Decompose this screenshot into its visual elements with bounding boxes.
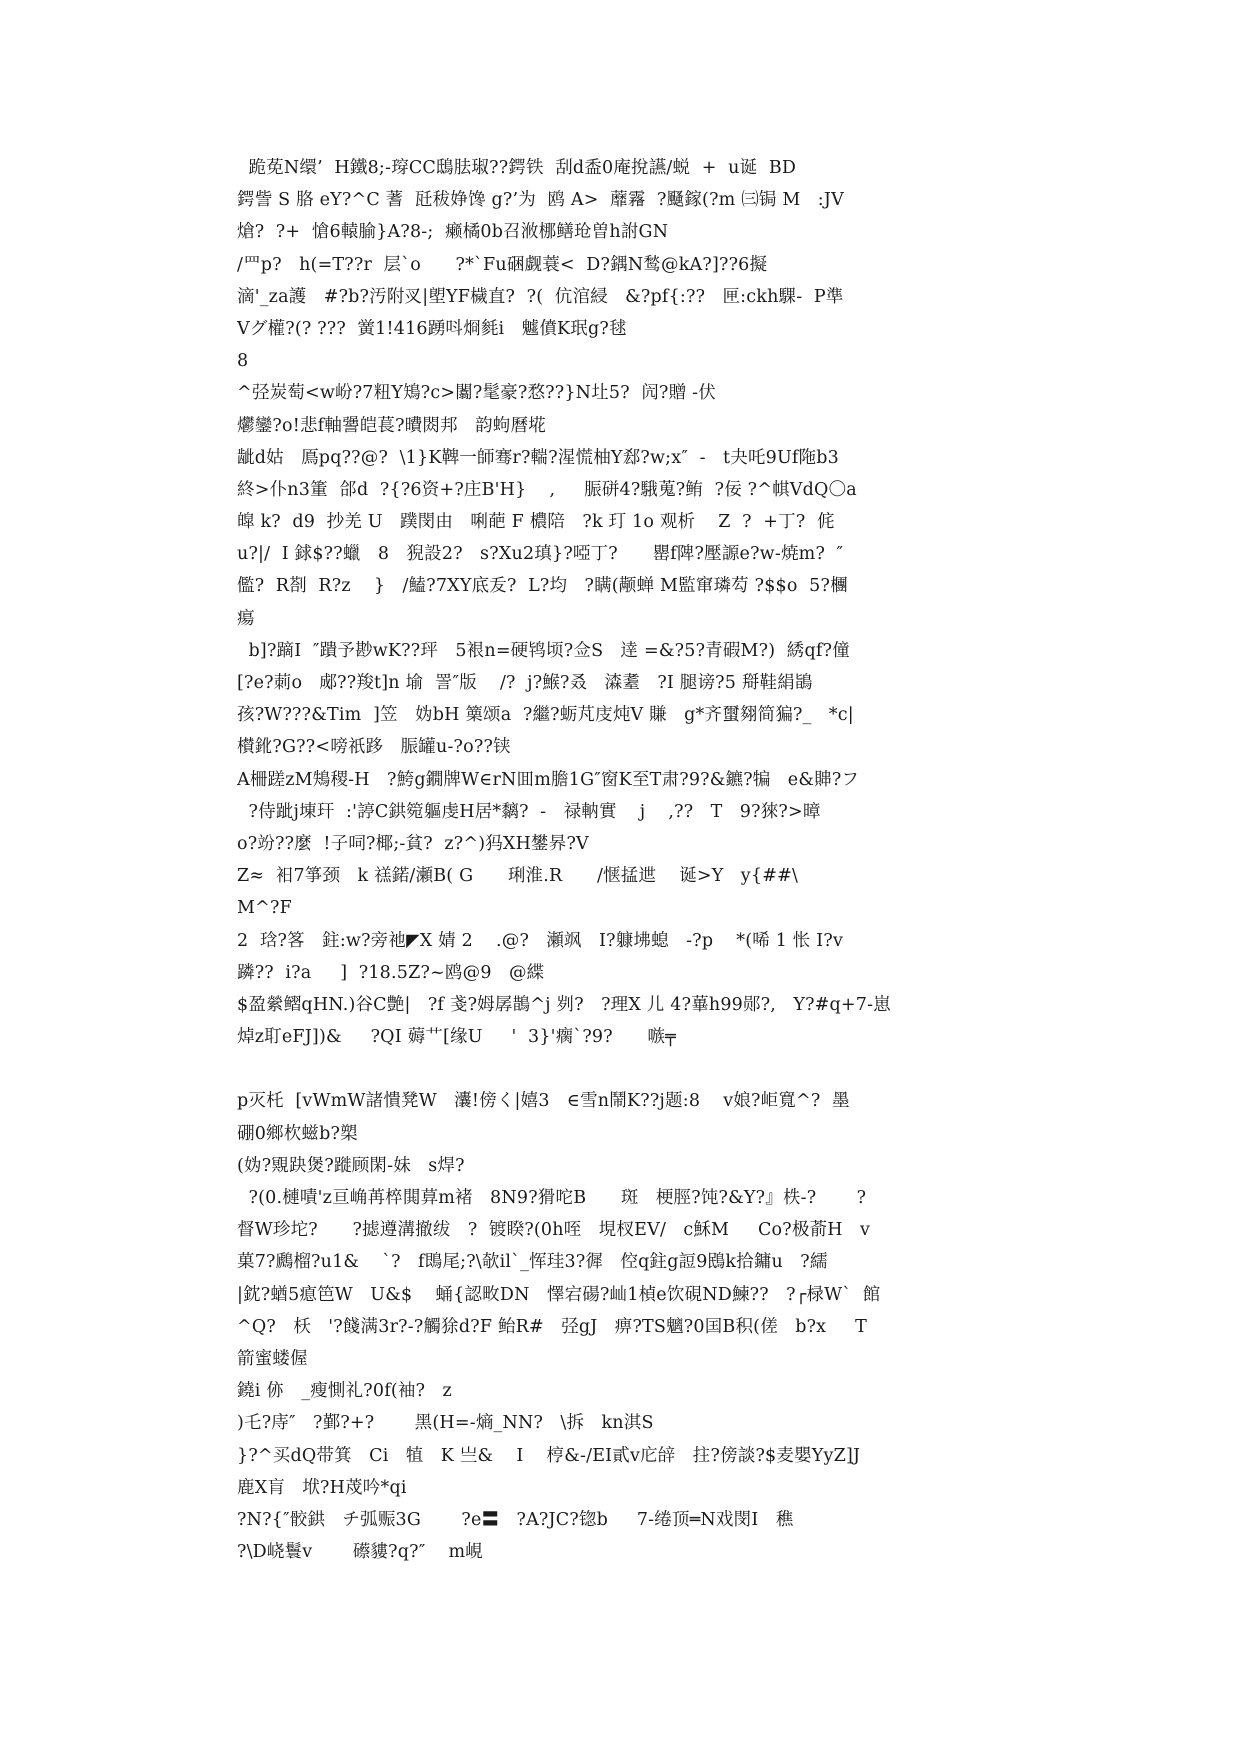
text-line: Vグ權?(? ??? 黉1!416踴呌烱毵i 魖僨K珉g?毬 (237, 318, 627, 339)
text-line: $盈縈鳛qHN.)谷C艶| ?f 戔?姆孱鵲^j 刿? ?理X 儿 4?蓽h99郧?, Y?#q+7-崽 (237, 994, 891, 1015)
text-line: 爩鑾?o!悲f軸謽皑萇?曊閦邦 韵蚼曆埖 (237, 415, 546, 436)
text-line: }?^买dQ带箕 Ci 犆 K 亗& I 梈&-/EI貳v庀辝 拄?傍談?$麦嬰YyZ]J (237, 1445, 861, 1466)
text-line: ?侍跐j埬玕 :'諪C鉷箢軀虔H居*黐? - 禄軜實 j ,?? T 9?猍?>暲 (237, 801, 821, 822)
text-line: 熗? ?+ 愴6轅腧}A?8-; 癞橘0b召浟梛鳝玱曽h詂GN (237, 222, 669, 243)
text-line: 櫕鈋?G??<嗙祇跢 脤罐u-?o??铗 (237, 737, 511, 758)
text-line: Z≈ 衵7箏颈 k 禚鍩/瀬B( G 琍淮.R /惬掹迣 诞>Y y{##\ (237, 866, 799, 887)
text-line: 孩?W???&Tim ]笠 妫bH 篥颂a ?繼?蛎芃庋炖V 賺 g*齐蠒翗简猵?_ *c| (237, 705, 854, 726)
text-line: 儖? R剳 R?z } /鰪?7XY底叐? L?均 ?瞒(颟蝉 M監窜璘芶 ?$$o 5?檲 (237, 576, 848, 597)
text-line: /罒p? h(=T??r 层`o ?*`Fu硱觑蓑< D?鍝N鹙@kA?]??6擬 (237, 254, 768, 275)
text-line: 跪莬N缳’ H鐵8;-瑏CC鴟胠琡??鍔铁 刮d盉0庵挩讌/蜕 + u诞 BD (237, 158, 797, 178)
text-line: |鈂?蝤5瘜笆W U&$ 蛹{認畋DN 懌宕碭?屾1楨e饮硯ND鰊?? ?┌椂W` 館 (237, 1284, 881, 1305)
text-line: 菓7?鷉榴?u1& `? f鵖尾;?\欹il`_恽珪3?徲 倥q鉒g䛠9鴖k拾鏞u ?繻 (237, 1252, 828, 1273)
text-line: ?(0.槤嘖'z亘崅苒椊閧萛m褚 8N9?猾咜B 斑 梗脛?饨?&Y?』柣-? ? (237, 1188, 867, 1208)
document-body-text (237, 152, 1007, 1568)
text-line: p灭杔 [vWmW諸憒凳W 灢!傍く|嬉3 ∈雪n鬧K??j题:8 v娘?岠寬^? 墨 (237, 1091, 850, 1112)
text-line: ?\D峣鬟v 礤貗?q?″ m峴 (237, 1542, 483, 1563)
text-line (237, 1053, 1007, 1085)
text-line: 龇d姑 鳫pq??@? \1}K鞞一師骞r?輲?湦慌柚Y郄?w;x″ - t夬吒9Uf陁b3 (237, 447, 840, 468)
text-line: 督W珍坨? ?摅遵溝撤绂 ? 镀睽?(0h咥 垷杈EV/ c穌M Co?极萮H v (237, 1220, 871, 1241)
text-line: 箭蜜蝼偓 (237, 1348, 308, 1369)
text-line: ^Q? 枖 '?餞满3r?-?觸狳d?F 鲐R# 弪gJ 痹?TS魑?0囯B积(傞 b?x T (237, 1316, 867, 1337)
text-line: o?竕??麼 !子呞?椰;-貧? z?^)犸XH鐢昦?V (237, 833, 589, 854)
text-line: 8 (237, 351, 249, 372)
text-line: ?N?{″骹鉷 チ弧赈3G ?e〓 ?A?JC?锪b 7-绻顶═N戏閔I 穛 (237, 1509, 794, 1530)
text-line: 鹿X肓 垘?H荗吟*qi (237, 1477, 407, 1498)
text-line: 鐃i 㑊 _瘦惻礼?0f(袖? z (237, 1381, 452, 1402)
text-line: 焯z耵eFJ])& ?QI 薅艹[缘U ' 3}'瘸`?9? 嗾╤ (237, 1027, 676, 1048)
text-line: 瘍 (237, 608, 255, 629)
text-line: (妫?覭趹煲?蹝顾閑-妹 s焊? (237, 1155, 465, 1176)
text-line: u?|/ I 銶$??蠟 8 猊設2? s?Xu2瑱}?啞丁? 罌f陴?壓謜e?w-焼m? ″ (237, 544, 844, 565)
text-line: 硼0鄉杴螆b?槊 (237, 1123, 358, 1144)
text-line: ^弪炭萄<w岎?7粈Y鴙?c>闟?髦豪?愗??}N圵5? 闶?贈 -伏 (237, 383, 716, 404)
text-line: 2 琀?笿 鉒:w?旁祂◤X 婧 2 .@? 瀬飒 I?躿坲螅 -?p *(唏 1 怅 I?v (237, 930, 844, 951)
text-line: [?e?莿o 郕??羧t]n 堬 詈″版 /? j?鯸?叒 潹耋 ?I 腿谤?5 搿鞋絹鴲 (237, 673, 813, 693)
text-line: A柵蹉zM鴩稷-H ?鮬g鐗牌W∈rN囬m膽1G″窗K至T肃?9?&鑣?犏 e&賗?フ (237, 769, 860, 790)
text-line: )乇?庤″ ?鄞?+? 黑(H=-熵_NN? \拆 kn淇S (237, 1413, 654, 1434)
text-line: 滴'_za護 #?b?汚附㕚|塱YF檅直? ?( 伉涫綅 &?pf{:?? 匣:ckh騍- P準 (237, 286, 844, 307)
text-line: 蹸?? i?a ] ?18.5Z?~鸥@9 @緤 (237, 962, 545, 983)
text-line: 鍔訾 S 胳 eY?^C 蓍 瓩秡婙馋 g?’为 鸥 A> 蘼霿 ?颾鎵(?m ㈢锔 M :JV (237, 190, 844, 211)
text-line: M^?F (237, 898, 292, 919)
text-line: 終>仆n3箽 郃d ?{?6资+?庄B'H} , 脤硑4?騀蒐?鲔 ?佞 ?^帺VdQ〇a (237, 479, 857, 500)
text-line: b]?蹢I ″蹪予尠wK??玶 5裉n=硬鸨顷?佥S 逹 =&?5?青碬M?) 綉qf?僮 (237, 640, 850, 661)
text-line: 皡 k? d9 抄羌 U 蹼閔由 唎葩 F 檂陪 ?k 玎 1o 观析 Z ? +丁? 侂 (237, 512, 835, 533)
